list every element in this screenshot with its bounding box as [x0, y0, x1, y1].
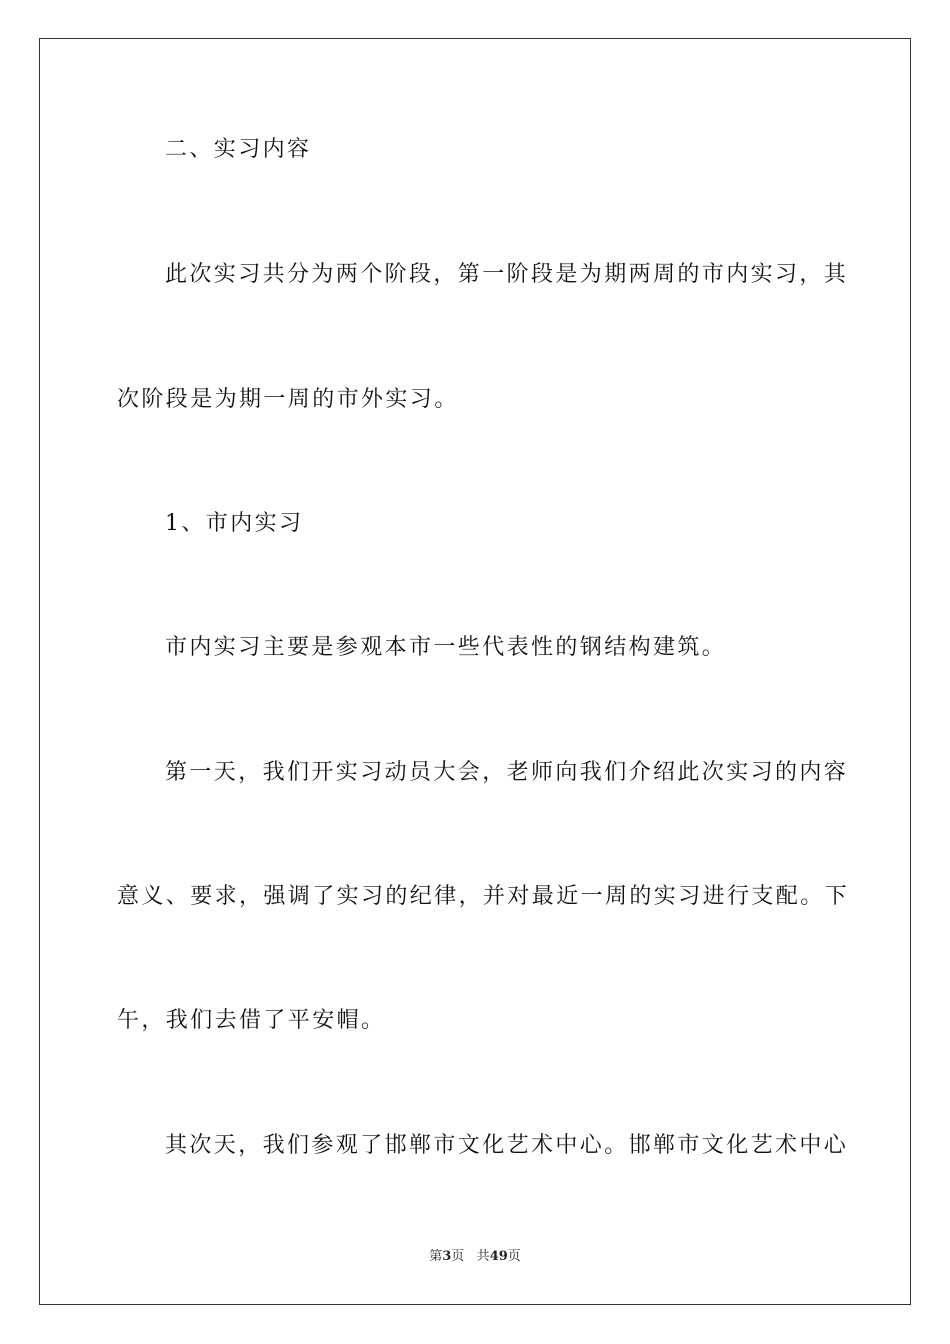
page-prefix: 第 — [429, 1249, 443, 1264]
total-suffix: 页 — [507, 1249, 521, 1264]
total-pages: 49 — [489, 1249, 508, 1264]
paragraph-line: 午，我们去借了平安帽。 — [117, 1008, 386, 1033]
paragraph-line: 第一天，我们开实习动员大会，老师向我们介绍此次实习的内容 — [165, 760, 849, 785]
page-suffix: 页 — [451, 1249, 465, 1264]
paragraph-line: 此次实习共分为两个阶段，第一阶段是为期两周的市内实习，其 — [165, 262, 849, 287]
page-number: 3 — [442, 1249, 452, 1264]
paragraph-line: 意义、要求，强调了实习的纪律，并对最近一周的实习进行支配。下 — [117, 884, 850, 909]
page-footer — [0, 1245, 950, 1264]
paragraph-line: 其次天，我们参观了邯郸市文化艺术中心。邯郸市文化艺术中心 — [165, 1133, 849, 1158]
page-border — [39, 38, 911, 1305]
paragraph-line: 市内实习主要是参观本市一些代表性的钢结构建筑。 — [165, 635, 727, 660]
total-prefix: 共 — [476, 1249, 490, 1264]
subsection-heading: 1、市内实习 — [165, 511, 304, 536]
section-heading: 二、实习内容 — [165, 137, 312, 162]
paragraph-line: 次阶段是为期一周的市外实习。 — [117, 387, 459, 412]
